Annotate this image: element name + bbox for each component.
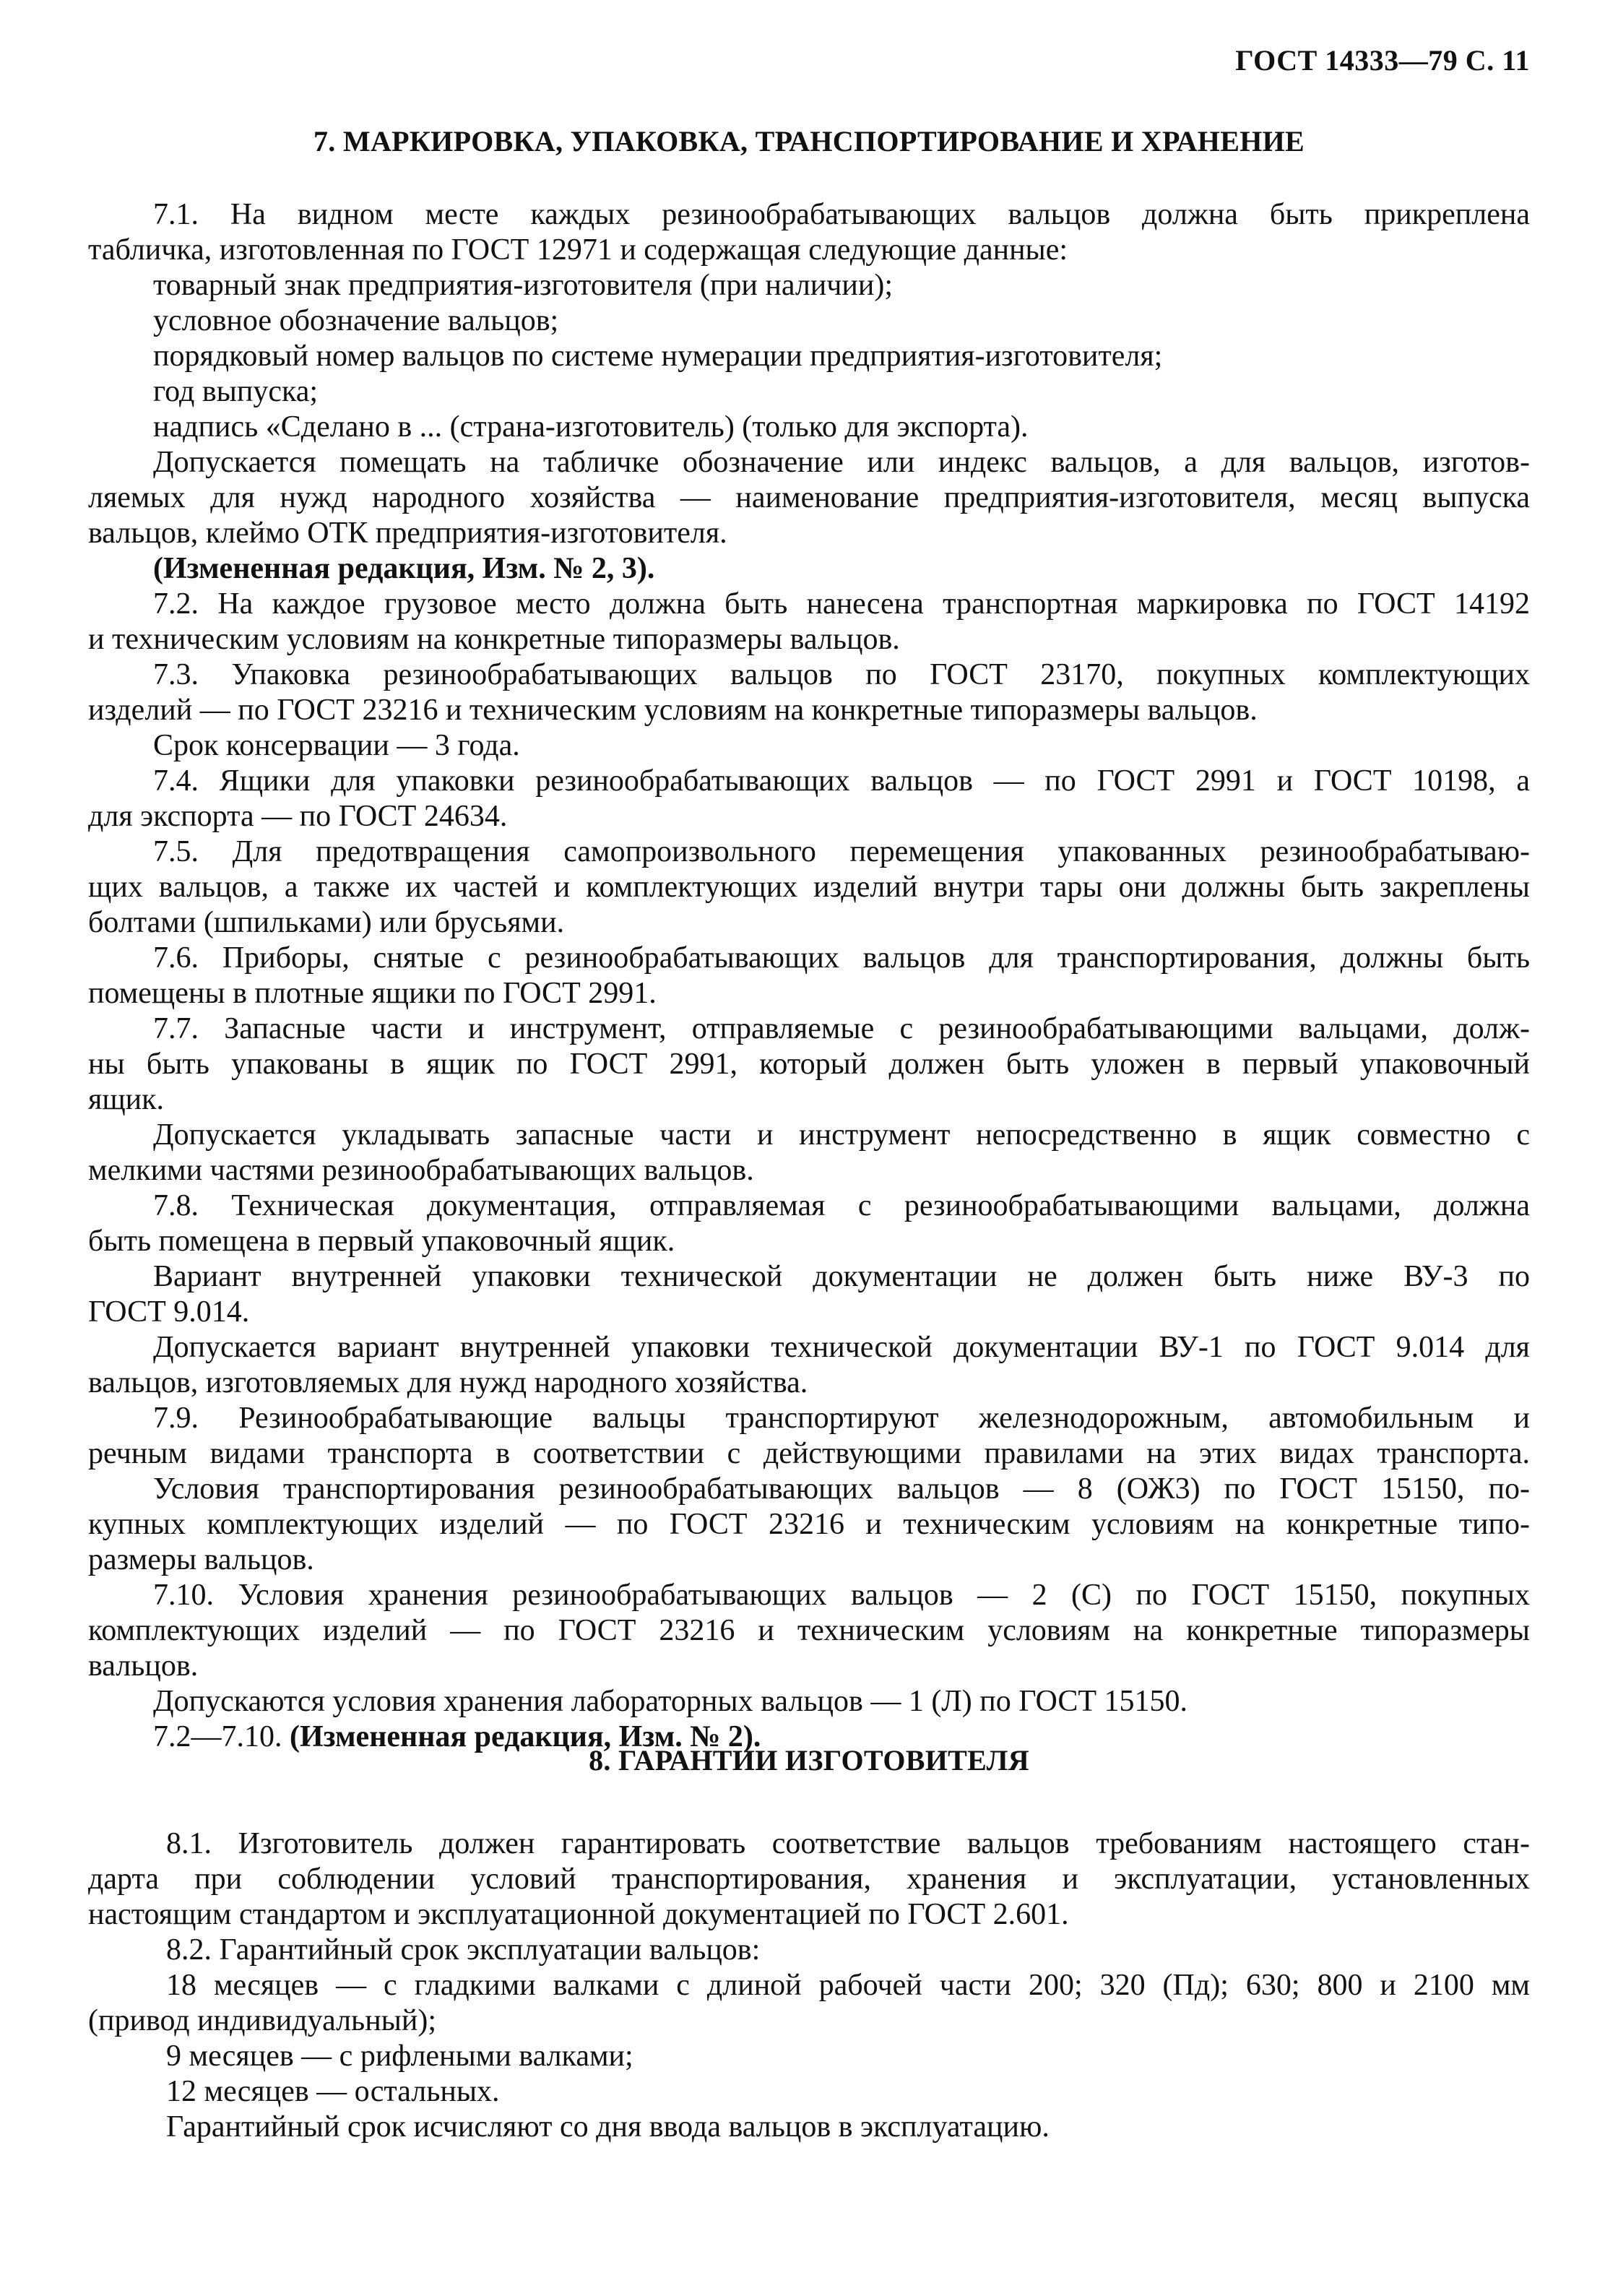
text-line: 7.7. Запасные части и инструмент, отправляемые с резинообрабатывающими вальцами, долж- (153, 1012, 1530, 1045)
text-line: 18 месяцев — с гладкими валками с длиной рабочей части 200; 320 (Пд); 630; 800 и 2100 мм (166, 1969, 1530, 2002)
text-line: 12 месяцев — остальных. (166, 2075, 500, 2108)
text-line: 8.1. Изготовитель должен гарантировать соответствие вальцов требованиям настоящего стан- (166, 1827, 1530, 1860)
text-line: настоящим стандартом и эксплуатационной документацией по ГОСТ 2.601. (88, 1898, 1069, 1931)
text-line: 7.8. Техническая документация, отправляемая с резинообрабатывающими вальцами, должна (153, 1189, 1530, 1222)
text-line: речным видами транспорта в соответствии с действующими правилами на этих видах транспорта. (88, 1437, 1530, 1470)
text-line: условное обозначение вальцов; (153, 304, 559, 337)
text-line: (привод индивидуальный); (88, 2004, 437, 2037)
text-line: изделий — по ГОСТ 23216 и техническим условиям на конкретные типоразмеры вальцов. (88, 694, 1258, 727)
amendment-prefix: 7.2—7.10. (153, 1720, 290, 1753)
text-line: Гарантийный срок исчисляют со дня ввода вальцов в эксплуатацию. (166, 2110, 1050, 2144)
text-line: надпись «Сделано в ... (страна-изготовитель) (только для экспорта). (153, 410, 1029, 444)
text-line: вальцов, клеймо ОТК предприятия-изготовителя. (88, 517, 727, 550)
text-line: товарный знак предприятия-изготовителя (при наличии); (153, 269, 894, 302)
text-line: комплектующих изделий — по ГОСТ 23216 и техническим условиям на конкретные типоразмеры (88, 1614, 1530, 1647)
text-line: вальцов, изготовляемых для нужд народного хозяйства. (88, 1366, 808, 1399)
text-line: помещены в плотные ящики по ГОСТ 2991. (88, 977, 657, 1010)
text-line: Допускаются условия хранения лабораторных вальцов — 1 (Л) по ГОСТ 15150. (153, 1685, 1187, 1718)
text-line: Допускается укладывать запасные части и инструмент непосредственно в ящик совместно с (153, 1118, 1530, 1152)
text-line: размеры вальцов. (88, 1543, 314, 1576)
text-line: мелкими частями резинообрабатывающих вальцов. (88, 1154, 754, 1187)
text-line: быть помещена в первый упаковочный ящик. (88, 1225, 675, 1258)
text-line: табличка, изготовленная по ГОСТ 12971 и содержащая следующие данные: (88, 233, 1068, 267)
text-line: болтами (шпильками) или брусьями. (88, 906, 565, 939)
amendment-note: (Измененная редакция, Изм. № 2, 3). (153, 552, 655, 585)
text-line: 7.2. На каждое грузовое место должна быть нанесена транспортная маркировка по ГОСТ 14192 (153, 587, 1530, 621)
text-line: щих вальцов, а также их частей и комплектующих изделий внутри тары они должны быть закреплены (88, 871, 1530, 904)
text-line: Допускается помещать на табличке обозначение или индекс вальцов, а для вальцов, изготов- (153, 446, 1530, 479)
text-line: 7.1. На видном месте каждых резинообрабатывающих вальцов должна быть прикреплена (153, 198, 1530, 231)
text-line: ляемых для нужд народного хозяйства — наименование предприятия-изготовителя, месяц выпуска (88, 481, 1530, 514)
text-line: 7.5. Для предотвращения самопроизвольного перемещения упакованных резинообрабатываю- (153, 835, 1530, 868)
text-line: Срок консервации — 3 года. (153, 729, 520, 762)
section-7-body (88, 197, 1530, 1755)
text-line: 7.9. Резинообрабатывающие вальцы транспортируют железнодорожным, автомобильным и (153, 1402, 1530, 1435)
text-line: 7.4. Ящики для упаковки резинообрабатывающих вальцов — по ГОСТ 2991 и ГОСТ 10198, а (153, 764, 1530, 798)
text-line: ящик. (88, 1083, 165, 1116)
section-8-body (88, 1826, 1530, 2145)
text-line: год выпуска; (153, 375, 319, 408)
text-line: вальцов. (88, 1649, 199, 1683)
amendment-note: (Измененная редакция, Изм. № 2). (290, 1720, 761, 1753)
page-header: ГОСТ 14333—79 С. 11 (1235, 44, 1530, 77)
text-line: порядковый номер вальцов по системе нумерации предприятия-изготовителя; (153, 340, 1163, 373)
text-line: 7.3. Упаковка резинообрабатывающих вальцов по ГОСТ 23170, покупных комплектующих (153, 658, 1530, 691)
text-line: ГОСТ 9.014. (88, 1295, 250, 1329)
text-line: 9 месяцев — с рифлеными валками; (166, 2040, 633, 2073)
text-line: 7.10. Условия хранения резинообрабатывающих вальцов — 2 (С) по ГОСТ 15150, покупных (153, 1579, 1530, 1612)
text-line: 8.2. Гарантийный срок эксплуатации вальцов: (166, 1933, 761, 1967)
text-line: купных комплектующих изделий — по ГОСТ 23216 и техническим условиям на конкретные типо- (88, 1508, 1530, 1541)
text-line: Условия транспортирования резинообрабатывающих вальцов — 8 (ОЖ3) по ГОСТ 15150, по- (153, 1472, 1530, 1506)
text-line: для экспорта — по ГОСТ 24634. (88, 800, 508, 833)
text-line: ны быть упакованы в ящик по ГОСТ 2991, который должен быть уложен в первый упаковочный (88, 1048, 1530, 1081)
text-line: 7.6. Приборы, снятые с резинообрабатывающих вальцов для транспортирования, должны быть (153, 941, 1530, 975)
section-7-title: 7. МАРКИРОВКА, УПАКОВКА, ТРАНСПОРТИРОВАНИЕ И ХРАНЕНИЕ (313, 125, 1305, 157)
text-line: Допускается вариант внутренней упаковки технической документации ВУ-1 по ГОСТ 9.014 для (153, 1331, 1530, 1364)
text-line: дарта при соблюдении условий транспортирования, хранения и эксплуатации, установленных (88, 1863, 1530, 1896)
text-line: Вариант внутренней упаковки технической документации не должен быть ниже ВУ-3 по (153, 1260, 1530, 1293)
section-8-title: 8. ГАРАНТИИ ИЗГОТОВИТЕЛЯ (589, 1744, 1029, 1777)
text-line: и техническим условиям на конкретные типоразмеры вальцов. (88, 623, 900, 656)
